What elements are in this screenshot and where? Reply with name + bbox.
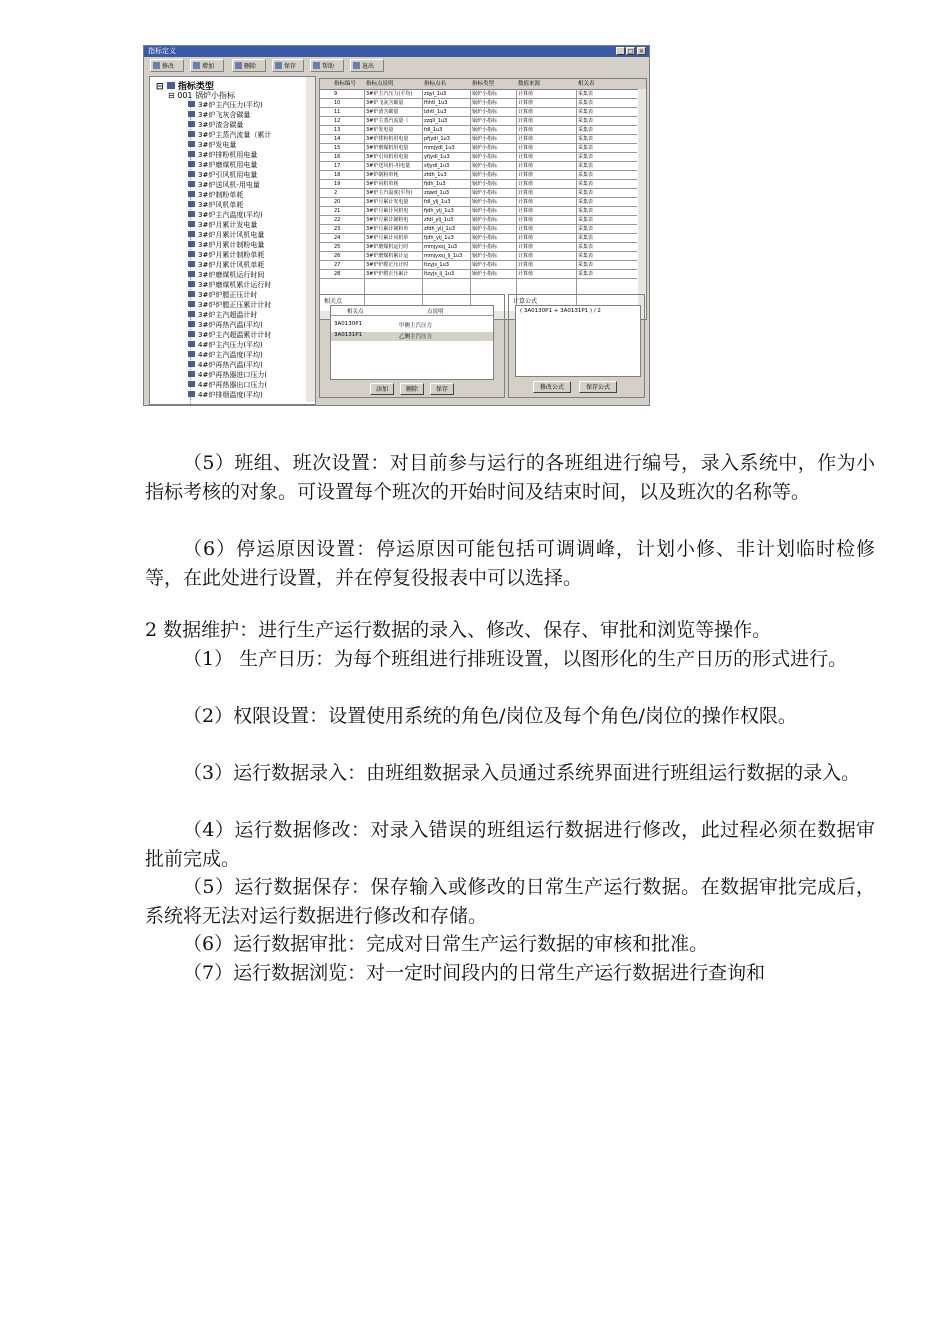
tree-item[interactable]: 3#炉引风机用电量 xyxy=(188,171,257,180)
paragraph: （6）停运原因设置：停运原因可能包括可调调峰，计划小修、非计划临时检修等，在此处进行设置，并在停复役报表中可以选择。 xyxy=(145,538,875,589)
table-cell: 计算值 xyxy=(518,190,534,196)
table-cell: 采集表 xyxy=(578,172,594,178)
tree-item[interactable]: 3#炉月累计制粉电量 xyxy=(188,241,264,250)
tree-group[interactable]: ⊟ 001 锅炉小指标 xyxy=(168,91,236,100)
tree-item[interactable]: 3#炉磨煤机累计运行时 xyxy=(188,281,271,290)
indicator-icon xyxy=(188,141,195,147)
close-icon[interactable]: × xyxy=(638,48,645,55)
table-cell: zfdh_ylj_1u3 xyxy=(424,226,455,232)
grid-divider xyxy=(516,89,517,319)
table-cell: 锅炉小指标 xyxy=(472,181,498,187)
table-cell: 锅炉小指标 xyxy=(472,262,498,268)
table-cell: 采集表 xyxy=(578,100,594,106)
table-cell: 采集表 xyxy=(578,163,594,169)
related-delete-button[interactable]: 删除 xyxy=(400,383,424,395)
save-icon xyxy=(275,62,282,69)
grid-column-header[interactable]: 相关表 xyxy=(578,81,595,87)
table-cell: zfdl_ylj_1u3 xyxy=(424,217,454,223)
tree-item[interactable]: 3#炉月累计风机电量 xyxy=(188,231,264,240)
table-row[interactable] xyxy=(320,108,637,117)
grid-column-header[interactable]: 指标点说明 xyxy=(366,81,394,87)
table-cell: 3#炉磨煤机运行时 xyxy=(366,244,409,250)
table-cell: 18 xyxy=(334,172,341,178)
table-cell: 锅炉小指标 xyxy=(472,136,498,142)
table-cell: 24 xyxy=(334,235,341,241)
tree-item[interactable]: 3#炉主汽超温累计计时 xyxy=(188,331,271,340)
table-cell: 计算值 xyxy=(518,154,534,160)
paragraph: （3）运行数据录入：由班组数据录入员通过系统界面进行班组运行数据的录入。 xyxy=(183,762,861,784)
grid-column-header[interactable]: 指标编号 xyxy=(334,81,357,87)
tree-item[interactable]: 3#炉渣含碳量 xyxy=(188,121,243,130)
table-row[interactable] xyxy=(320,135,637,144)
paragraph: （4）运行数据修改：对录入错误的班组运行数据进行修改，此过程必须在数据审批前完成。 xyxy=(145,819,875,870)
indicator-icon xyxy=(188,101,195,107)
indicator-icon xyxy=(188,391,195,397)
related-points-panel xyxy=(319,294,505,398)
paragraph: （5）运行数据保存：保存输入或修改的日常生产运行数据。在数据审批完成后，系统将无法对运行数据进行修改和存储。 xyxy=(145,876,875,927)
table-cell: 采集表 xyxy=(578,136,594,142)
table-cell: 19 xyxy=(334,181,341,187)
table-row[interactable] xyxy=(320,216,637,225)
table-row[interactable] xyxy=(320,153,637,162)
indicator-icon xyxy=(188,171,195,177)
indicator-icon xyxy=(188,291,195,297)
indicator-tree[interactable] xyxy=(149,76,316,405)
table-cell: 计算值 xyxy=(518,199,534,205)
table-cell: 计算值 xyxy=(518,91,534,97)
paragraph: 2 数据维护：进行生产运行数据的录入、修改、保存、审批和浏览等操作。 xyxy=(145,619,772,641)
table-cell: 3#炉风机单耗 xyxy=(366,181,399,187)
indicator-icon xyxy=(188,211,195,217)
indicator-icon xyxy=(188,241,195,247)
tree-item[interactable]: 3#炉制粉单耗 xyxy=(188,191,243,200)
tree-item[interactable]: 3#炉送风机-用电量 xyxy=(188,181,260,190)
grid-header xyxy=(320,79,646,90)
indicator-icon xyxy=(188,151,195,157)
table-cell: 采集表 xyxy=(578,217,594,223)
table-cell: 23 xyxy=(334,226,341,232)
add-button[interactable]: 增加 xyxy=(190,59,224,72)
table-cell: 采集表 xyxy=(578,199,594,205)
table-cell: 锅炉小指标 xyxy=(472,109,498,115)
table-cell: 3#炉发电量 xyxy=(366,127,394,133)
grid-column-header[interactable]: 指标点名 xyxy=(424,81,447,87)
delete-icon xyxy=(235,62,242,69)
tree-item[interactable]: 3#炉月累计风机单耗 xyxy=(188,261,264,270)
table-cell: 采集表 xyxy=(578,91,594,97)
indicator-icon xyxy=(188,371,195,377)
tree-item[interactable]: 3#炉磨煤机运行时间 xyxy=(188,271,264,280)
table-cell: 3#炉月累计风机电 xyxy=(366,208,409,214)
grid-vertical-scrollbar[interactable] xyxy=(638,89,646,319)
tree-item[interactable]: 3#炉炉膛正压累计计时 xyxy=(188,301,271,310)
paragraph: （5）班组、班次设置：对目前参与运行的各班组进行编号，录入系统中，作为小指标考核的对象。可设置每个班次的开始时间及结束时间，以及班次的名称等。 xyxy=(145,452,875,503)
table-cell: zqwd_1u3 xyxy=(424,190,450,196)
table-cell: 22 xyxy=(334,217,341,223)
table-cell: 计算值 xyxy=(518,109,534,115)
minimize-icon[interactable]: _ xyxy=(616,47,625,55)
table-cell: 锅炉小指标 xyxy=(472,127,498,133)
table-cell: 3#炉渣含碳量 xyxy=(366,109,399,115)
table-cell: 9 xyxy=(334,91,338,97)
table-cell: fjdh_ylj_1u3 xyxy=(424,235,454,241)
table-row[interactable] xyxy=(320,189,637,198)
table-cell: 采集表 xyxy=(578,127,594,133)
tree-item[interactable]: 4#炉再热器出口压力( xyxy=(188,381,267,390)
table-cell: 锅炉小指标 xyxy=(472,217,498,223)
indicator-icon xyxy=(188,121,195,127)
table-cell: 3#炉引风机用电量 xyxy=(366,154,409,160)
indicator-grid[interactable] xyxy=(319,78,647,320)
add-icon xyxy=(193,62,200,69)
table-cell: 3#炉送风机-用电量 xyxy=(366,163,411,169)
related-points-list[interactable] xyxy=(330,305,494,380)
tree-item[interactable]: 3#炉排粉机用电量 xyxy=(188,151,257,160)
tree-item[interactable]: 3#炉月累计发电量 xyxy=(188,221,257,230)
indicator-icon xyxy=(188,281,195,287)
table-cell: 计算值 xyxy=(518,136,534,142)
table-row[interactable] xyxy=(320,144,637,153)
table-cell: 3#炉排粉机用电量 xyxy=(366,136,409,142)
table-cell: 计算值 xyxy=(518,235,534,241)
help-icon xyxy=(313,62,320,69)
tree-item[interactable]: 3#炉风机单耗 xyxy=(188,201,243,210)
table-cell: 3#炉制粉单耗 xyxy=(366,172,399,178)
tree-item[interactable]: 3#炉炉膛正压计时 xyxy=(188,291,257,300)
table-cell: 17 xyxy=(334,163,341,169)
table-cell: 锅炉小指标 xyxy=(472,226,498,232)
tree-item[interactable]: 4#炉排烟温度(平均) xyxy=(188,391,263,400)
table-cell: 锅炉小指标 xyxy=(472,145,498,151)
toolbar xyxy=(146,58,646,74)
table-cell: 采集表 xyxy=(578,181,594,187)
screenshot-window xyxy=(143,45,650,406)
table-cell: 3#炉月累计制粉单 xyxy=(366,226,409,232)
table-row[interactable] xyxy=(320,117,637,126)
table-cell: 采集表 xyxy=(578,244,594,250)
table-cell: 计算值 xyxy=(518,172,534,178)
indicator-icon xyxy=(188,351,195,357)
table-cell: 锅炉小指标 xyxy=(472,154,498,160)
paragraph: （6）运行数据审批：完成对日常生产运行数据的审核和批准。 xyxy=(183,933,709,955)
indicator-icon xyxy=(188,261,195,267)
table-row[interactable] xyxy=(320,225,637,234)
table-cell: 采集表 xyxy=(578,145,594,151)
paragraph: （7）运行数据浏览：对一定时间段内的日常生产运行数据进行查询和 xyxy=(183,962,766,984)
table-cell: 3#炉月累计风机单 xyxy=(366,235,409,241)
tree-item[interactable]: 4#炉主汽压力(平均) xyxy=(188,341,263,350)
table-cell: 计算值 xyxy=(518,208,534,214)
delete-button[interactable]: 删除 xyxy=(232,59,266,72)
indicator-icon xyxy=(188,201,195,207)
indicator-icon xyxy=(188,221,195,227)
table-cell: 计算值 xyxy=(518,181,534,187)
table-cell: 采集表 xyxy=(578,235,594,241)
table-cell: 计算值 xyxy=(518,145,534,151)
table-cell: 采集表 xyxy=(578,118,594,124)
table-cell: 计算值 xyxy=(518,262,534,268)
table-cell: fdl_1u3 xyxy=(424,127,443,133)
tree-item[interactable]: 3#炉主汽超温计时 xyxy=(188,311,257,320)
table-cell: 锅炉小指标 xyxy=(472,208,498,214)
table-cell: 计算值 xyxy=(518,226,534,232)
table-row[interactable] xyxy=(320,207,637,216)
table-row[interactable] xyxy=(320,171,637,180)
table-cell: 16 xyxy=(334,154,341,160)
table-cell: 采集表 xyxy=(578,226,594,232)
tree-item[interactable]: 3#炉主汽压力(平均) xyxy=(188,101,263,110)
table-cell: 锅炉小指标 xyxy=(472,253,498,259)
indicator-icon xyxy=(188,181,195,187)
window-title: 指标定义 xyxy=(148,47,176,55)
paragraph: （2）权限设置：设置使用系统的角色/岗位及每个角色/岗位的操作权限。 xyxy=(183,705,797,727)
table-cell: fdl_ylj_1u3 xyxy=(424,199,451,205)
table-cell: 锅炉小指标 xyxy=(472,199,498,205)
indicator-icon xyxy=(188,111,195,117)
tree-scrollbar[interactable] xyxy=(306,77,315,402)
table-row[interactable] xyxy=(320,198,637,207)
table-cell: 采集表 xyxy=(578,271,594,277)
table-cell: 计算值 xyxy=(518,271,534,277)
save-button[interactable]: 保存 xyxy=(272,59,304,72)
table-cell: 2 xyxy=(334,190,338,196)
list-item[interactable]: 3A0130P1 甲侧主汽压力 xyxy=(334,321,433,329)
table-cell: 锅炉小指标 xyxy=(472,244,498,250)
table-cell: yfjydl_1u3 xyxy=(424,154,450,160)
save-formula-button[interactable]: 保存公式 xyxy=(579,381,617,393)
tree-root[interactable]: ⊟ 指标类型 xyxy=(156,82,214,92)
tree-item[interactable]: 4#炉主汽温度(平均) xyxy=(188,351,263,360)
table-cell: 锅炉小指标 xyxy=(472,235,498,241)
table-cell: 28 xyxy=(334,271,341,277)
table-cell: 锅炉小指标 xyxy=(472,118,498,124)
table-cell: 3#炉飞灰含碳量 xyxy=(366,100,404,106)
related-save-button[interactable]: 保存 xyxy=(430,383,454,395)
table-cell: 锅炉小指标 xyxy=(472,271,498,277)
table-cell: 锅炉小指标 xyxy=(472,190,498,196)
table-cell: 锅炉小指标 xyxy=(472,91,498,97)
table-cell: 计算值 xyxy=(518,217,534,223)
table-cell: 锅炉小指标 xyxy=(472,163,498,169)
tree-item[interactable]: 3#炉磨煤机用电量 xyxy=(188,161,257,170)
table-cell: 计算值 xyxy=(518,127,534,133)
related-points-label: 相关点 xyxy=(324,298,343,305)
indicator-icon xyxy=(188,311,195,317)
modify-formula-button[interactable]: 修改公式 xyxy=(533,381,571,393)
table-cell: lzhtl_1u3 xyxy=(424,109,447,115)
grid-divider xyxy=(422,89,423,319)
maximize-icon[interactable]: □ xyxy=(627,48,634,55)
table-row[interactable] xyxy=(320,180,637,189)
table-row[interactable] xyxy=(320,234,637,243)
table-cell: 3#炉炉膛正压累计 xyxy=(366,271,409,277)
table-cell: 10 xyxy=(334,100,341,106)
table-cell: 计算值 xyxy=(518,100,534,106)
formula-panel xyxy=(508,294,645,398)
grid-divider xyxy=(364,89,365,319)
table-row[interactable] xyxy=(320,90,637,99)
table-cell: 26 xyxy=(334,253,341,259)
indicator-icon xyxy=(188,301,195,307)
table-cell: 13 xyxy=(334,127,341,133)
table-row[interactable] xyxy=(320,162,637,171)
table-cell: 采集表 xyxy=(578,109,594,115)
table-cell: fhhtl_1u3 xyxy=(424,100,448,106)
formula-label: 计算公式 xyxy=(513,298,538,305)
indicator-icon xyxy=(188,381,195,387)
table-cell: 采集表 xyxy=(578,262,594,268)
table-cell: sfjydl_1u3 xyxy=(424,163,450,169)
table-cell: fjdh_ylj_1u3 xyxy=(424,208,454,214)
grid-column-header[interactable]: 指标类型 xyxy=(472,81,495,87)
table-row[interactable] xyxy=(320,261,637,270)
table-row[interactable] xyxy=(320,270,637,279)
table-cell: 计算值 xyxy=(518,244,534,250)
indicator-icon xyxy=(188,191,195,197)
indicator-icon xyxy=(188,321,195,327)
exit-button[interactable]: 退出 xyxy=(350,59,384,72)
table-cell: 计算值 xyxy=(518,163,534,169)
table-cell: mmjydl_1u3 xyxy=(424,145,455,151)
table-cell: 计算值 xyxy=(518,118,534,124)
paragraph: （1） 生产日历：为每个班组进行排班设置，以图形化的生产日历的形式进行。 xyxy=(183,648,848,670)
table-cell: 采集表 xyxy=(578,190,594,196)
table-cell: 3#炉主蒸汽流量（ xyxy=(366,118,409,124)
indicator-icon xyxy=(188,361,195,367)
table-cell: 采集表 xyxy=(578,208,594,214)
formula-textarea[interactable]: ( 3A0130P1 + 3A0131P1 ) / 2 xyxy=(515,305,641,377)
table-cell: 锅炉小指标 xyxy=(472,100,498,106)
table-cell: 21 xyxy=(334,208,341,214)
table-cell: ltzyjs_lj_1u3 xyxy=(424,271,455,277)
table-cell: 3#炉主汽温度(平均) xyxy=(366,190,413,196)
tree-item[interactable]: 4#炉再热汽温(平均) xyxy=(188,361,263,370)
table-cell: 3#炉月累计发电量 xyxy=(366,199,409,205)
indicator-icon xyxy=(188,131,195,137)
related-points-header: 相关点 点说明 xyxy=(331,306,493,316)
table-cell: 3#炉磨煤机累计运 xyxy=(366,253,409,259)
related-add-button[interactable]: 添加 xyxy=(370,383,394,395)
table-cell: zfdh_1u3 xyxy=(424,172,447,178)
indicator-icon xyxy=(188,251,195,257)
table-cell: 计算值 xyxy=(518,253,534,259)
table-cell: 27 xyxy=(334,262,341,268)
table-row[interactable] xyxy=(320,126,637,135)
tree-item[interactable]: 4#炉再热器进口压力( xyxy=(188,371,267,380)
table-cell: zqyl_1u3 xyxy=(424,91,447,97)
indicator-icon xyxy=(188,341,195,347)
tree-item[interactable]: 3#炉主蒸汽流量（累计 xyxy=(188,131,271,140)
table-cell: ltzyjs_1u3 xyxy=(424,262,449,268)
table-cell: 15 xyxy=(334,145,341,151)
indicator-icon xyxy=(188,331,195,337)
indicator-icon xyxy=(188,271,195,277)
table-cell: 11 xyxy=(334,109,341,115)
tree-item[interactable]: 3#炉发电量 xyxy=(188,141,236,150)
help-button[interactable]: 帮助 xyxy=(310,59,344,72)
list-item[interactable]: 3A0131P1 乙侧主汽压力 xyxy=(331,332,493,341)
table-row[interactable] xyxy=(320,252,637,261)
tree-item[interactable]: 3#炉飞灰含碳量 xyxy=(188,111,250,120)
table-cell: 采集表 xyxy=(578,253,594,259)
table-cell: 3#炉磨煤机用电量 xyxy=(366,145,409,151)
table-cell: 12 xyxy=(334,118,341,124)
table-cell: mmjyxsj_1u3 xyxy=(424,244,458,250)
table-cell: 3#炉月累计制粉电 xyxy=(366,217,409,223)
table-row[interactable] xyxy=(320,243,637,252)
table-cell: 14 xyxy=(334,136,341,142)
edit-icon xyxy=(153,62,160,69)
table-cell: fjdh_1u3 xyxy=(424,181,446,187)
table-row[interactable] xyxy=(320,99,637,108)
table-cell: 锅炉小指标 xyxy=(472,172,498,178)
table-cell: 20 xyxy=(334,199,341,205)
indicator-icon xyxy=(188,161,195,167)
grid-divider xyxy=(576,89,577,319)
exit-icon xyxy=(353,62,360,69)
table-cell: 3#炉炉膛正压计时 xyxy=(366,262,409,268)
grid-divider xyxy=(470,89,471,319)
table-cell: mmjyxsj_lj_1u3 xyxy=(424,253,463,259)
table-cell: 采集表 xyxy=(578,154,594,160)
table-cell: zzqll_1u3 xyxy=(424,118,448,124)
table-cell: pfjydl_1u3 xyxy=(424,136,450,142)
tree-item[interactable]: 3#炉月累计制粉单耗 xyxy=(188,251,264,260)
tree-item[interactable]: 3#炉主汽温度(平均) xyxy=(188,211,263,220)
title-bar xyxy=(144,46,649,57)
table-cell: 3#炉主汽压力(平均) xyxy=(366,91,413,97)
tree-item[interactable]: 3#炉再热汽温(平均) xyxy=(188,321,263,330)
modify-button[interactable]: 修改 xyxy=(150,59,184,72)
indicator-icon xyxy=(188,231,195,237)
grid-column-header[interactable]: 数值来源 xyxy=(518,81,541,87)
table-cell: 25 xyxy=(334,244,341,250)
